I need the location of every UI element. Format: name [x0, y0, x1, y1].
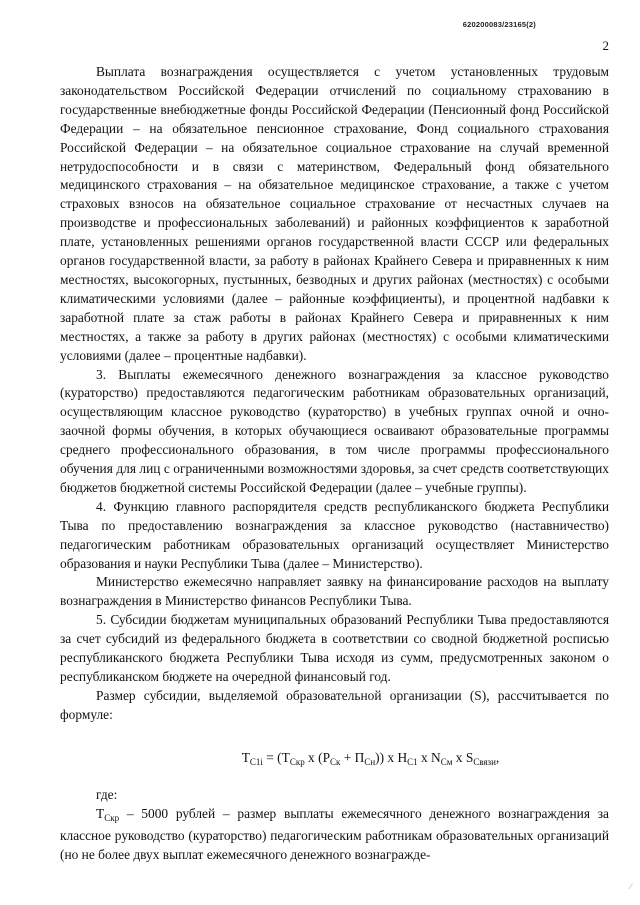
formula-pi: П — [354, 749, 365, 765]
paragraph-ministry-request: Министерство ежемесячно направляет заявку на финансирование расходов на выплату вознаграждения в Министерство финансов Республики Тыва. — [60, 574, 609, 609]
formula-op: + — [340, 749, 355, 765]
formula-p-sub: Ск — [330, 756, 341, 767]
formula-t-sub: Скр — [289, 756, 305, 767]
paragraph-4: 4. Функцию главного распорядителя средств республиканского бюджета Республики Тыва по предоставлению вознаграждения за классное руководство (наставничество) педагогическим работникам образовательных организаций осуществляет Министерство образования и науки Республики Тыва (далее – Министерство). — [60, 498, 609, 571]
formula-h: H — [397, 749, 408, 765]
definition-symbol-sub: Скр — [104, 812, 120, 823]
paragraph-5: 5. Субсидии бюджетам муниципальных образований Республики Тыва предоставляются за счет субсидий из федерального бюджета в соответствии со сводной бюджетной росписью республиканского бюджета Республики Тыва исходя из сумм, предусмотренных законом о республиканском бюджете на очередной финансовый год. — [60, 612, 609, 684]
formula-lhs: T — [241, 749, 250, 765]
formula-n: N — [431, 749, 441, 765]
document-code: 620200083/23165(2) — [462, 20, 536, 29]
formula-lhs-sub: C1i — [249, 756, 263, 767]
page-number: 2 — [602, 38, 609, 53]
formula-n-sub: См — [440, 756, 453, 767]
subsidy-formula — [132, 749, 609, 772]
definition-t-skr — [60, 805, 609, 866]
paragraph-remuneration-payment: Выплата вознаграждения осуществляется с учетом установленных трудовым законодательством Российской Федерации отчислений по социальному страхованию в государственные внебюджетные фонды Российской Федерации (Пенсионный фонд Российской Федерации – на обязательное пенсионное страхование, Фонд социального страхования Российской Федерации – на обязательное социальное страхование на случай временной нетрудоспособности и в связи с материнством, Федеральный фонд обязательного медицинского страхования – на обязательное медицинское страхование, а также с учетом страховых взносов на обязательное социальное страхование от несчастных случаев на производстве и профессиональных заболеваний) и районных коэффициентов к заработной плате, установленных решениями органов государственной власти СССР или федеральных органов государственной власти, за работу в районах Крайнего Севера и приравненных к ним местностях, высокогорных, пустынных, безводных и других районах (местностях) с особыми климатическими условиями (далее – районные коэффициенты), и процентной надбавки к заработной плате за стаж работы в районах Крайнего Севера и приравненных к ним местностях, а также за работу в других районах (местностях) с особыми климатическими условиями (далее – процентные надбавки). — [60, 64, 609, 363]
paragraph-3: 3. Выплаты ежемесячного денежного вознаграждения за классное руководство (кураторство) предоставляются педагогическим работникам образовательных организаций, осуществляющим классное руководство (кураторство) в учебных группах очной и очно-заочной формы обучения, в которых обучающиеся осваивают образовательные программы среднего профессионального образования, в том числе программы профессионального обучения для лиц с ограниченными возможностями здоровья, за счет средств соответствующих бюджетов бюджетной системы Российской Федерации (далее – учебные группы). — [60, 366, 609, 495]
formula-h-sub: C1 — [407, 756, 418, 767]
paragraph-subsidy-size: Размер субсидии, выделяемой образовательной организации (S), рассчитывается по формуле: — [60, 687, 609, 722]
formula-op: , — [495, 749, 500, 765]
formula-pi-sub: Сн — [364, 756, 376, 767]
definition-symbol: T — [96, 805, 105, 821]
formula-s: S — [465, 749, 474, 765]
formula-p: P — [322, 749, 331, 765]
where-label: где: — [96, 786, 118, 802]
document-body — [60, 63, 609, 865]
definition-text: – 5000 рублей – размер выплаты ежемесячного денежного вознаграждения за классное руководство (кураторство) педагогическим работникам образовательных организаций (но не более двух выплат ежемесячного денежного вознагражде- — [60, 805, 609, 863]
formula-op: x — [452, 749, 466, 765]
formula-op: = ( — [262, 749, 282, 765]
formula-op: x ( — [304, 749, 323, 765]
formula-t: T — [281, 749, 290, 765]
scan-mark: ⁄⁄ — [629, 882, 632, 891]
formula-op: )) x — [375, 749, 398, 765]
formula-op: x — [417, 749, 432, 765]
formula-s-sub: Связи — [473, 756, 496, 767]
